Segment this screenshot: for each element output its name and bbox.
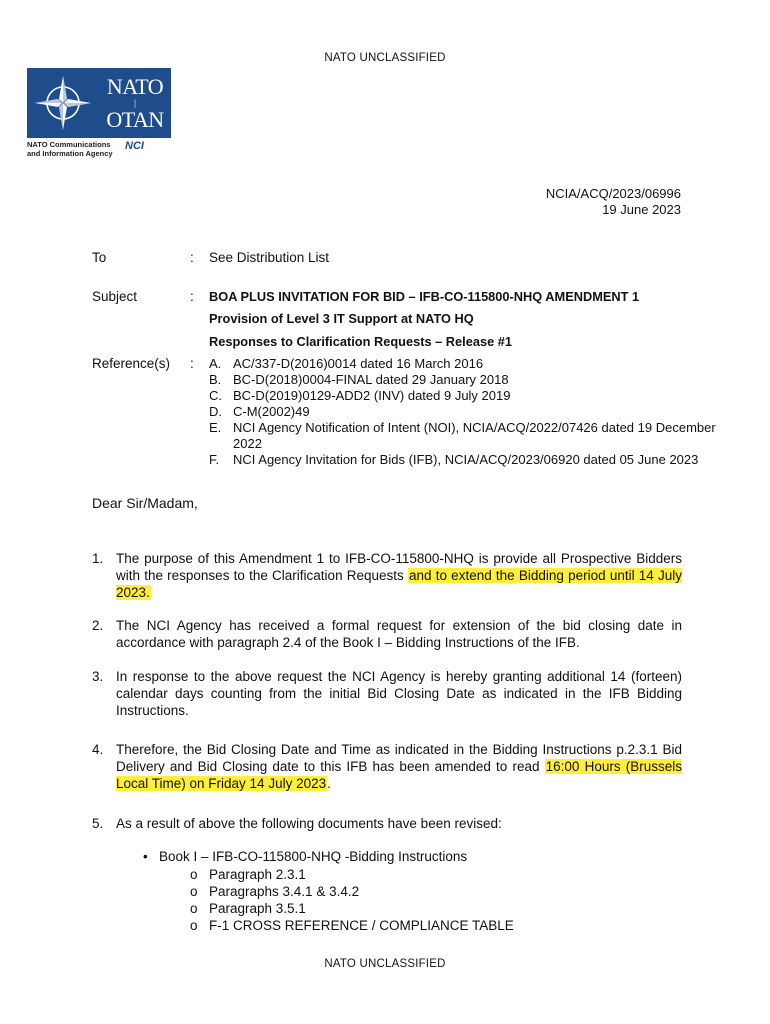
paragraph-3: 3. In response to the above request the NCI Agency is hereby granting additional 14 (forteen) calendar days counting from the initial Bid Closing Date as indicated in the IFB Bidding Instructions. bbox=[92, 669, 682, 718]
reference-item: E. NCI Agency Notification of Intent (NOI), NCIA/ACQ/2022/07426 dated 19 December 2022 bbox=[209, 420, 716, 451]
list-item: o F-1 CROSS REFERENCE / COMPLIANCE TABLE bbox=[190, 918, 514, 933]
reference-item: C. BC-D(2019)0129-ADD2 (INV) dated 9 July 2019 bbox=[209, 388, 511, 403]
reference-item: D. C-M(2002)49 bbox=[209, 404, 310, 419]
subject-colon: : bbox=[190, 289, 194, 304]
subject-line-3: Responses to Clarification Requests – Release #1 bbox=[209, 334, 512, 349]
bullet-icon: • bbox=[143, 849, 148, 864]
to-value: See Distribution List bbox=[209, 250, 330, 265]
nato-compass-icon bbox=[27, 68, 99, 138]
subject-line-2: Provision of Level 3 IT Support at NATO HQ bbox=[209, 311, 474, 326]
salutation: Dear Sir/Madam, bbox=[92, 495, 198, 511]
nato-ncia-logo: NATO | OTAN NATO Communications and Information Agency NCI bbox=[27, 68, 171, 164]
logo-word-nato: NATO bbox=[106, 73, 164, 99]
revised-subitems bbox=[190, 866, 514, 934]
highlighted-text: and to extend the Bidding period until 14 July 2023. bbox=[116, 568, 682, 600]
reference-item: F. NCI Agency Invitation for Bids (IFB), NCIA/ACQ/2023/06920 dated 05 June 2023 bbox=[209, 452, 699, 467]
paragraph-4: 4. Therefore, the Bid Closing Date and Time as indicated in the Bidding Instructions p.2.3.1 Bid Delivery and Bid Closing date to this IFB has been amended to read 16:00 Hours (Brussels Local Time) on Friday 14 July 2023. bbox=[92, 742, 682, 791]
paragraph-5: 5. As a result of above the following documents have been revised: bbox=[92, 816, 502, 831]
logo-subtitle: NATO Communications and Information Agency bbox=[27, 140, 113, 158]
to-colon: : bbox=[190, 250, 194, 265]
nci-logo-text: NCI bbox=[125, 140, 144, 152]
to-label: To bbox=[92, 250, 107, 265]
highlighted-text: 16:00 Hours (Brussels Local Time) on Friday 14 July 2023 bbox=[116, 759, 682, 791]
list-item: o Paragraphs 3.4.1 & 3.4.2 bbox=[190, 884, 360, 899]
subject-line-1: BOA PLUS INVITATION FOR BID – IFB-CO-115800-NHQ AMENDMENT 1 bbox=[209, 289, 640, 304]
revised-document-item: • Book I – IFB-CO-115800-NHQ -Bidding Instructions bbox=[143, 849, 468, 864]
references-colon: : bbox=[190, 356, 194, 371]
paragraph-1: 1. The purpose of this Amendment 1 to IFB-CO-115800-NHQ is provide all Prospective Bidders with the responses to the Clarification Requests and to extend the Bidding period until 14 July 2023. bbox=[92, 551, 682, 600]
list-item: o Paragraph 2.3.1 bbox=[190, 867, 306, 882]
reference-item: B. BC-D(2018)0004-FINAL dated 29 January 2018 bbox=[209, 372, 509, 387]
subject-label: Subject bbox=[92, 289, 138, 304]
references-label: Reference(s) bbox=[92, 356, 171, 371]
footer-classification: NATO UNCLASSIFIED bbox=[324, 958, 446, 970]
logo-word-otan: OTAN bbox=[106, 106, 164, 132]
header-classification: NATO UNCLASSIFIED bbox=[324, 52, 446, 64]
paragraph-2: 2. The NCI Agency has received a formal request for extension of the bid closing date in accordance with paragraph 2.4 of the Book I – Bidding Instructions of the IFB. bbox=[92, 618, 682, 650]
document-reference-number: NCIA/ACQ/2023/06996 bbox=[545, 186, 681, 201]
reference-item: A. AC/337-D(2016)0014 dated 16 March 2016 bbox=[209, 356, 484, 371]
document-date: 19 June 2023 bbox=[602, 202, 681, 217]
list-item: o Paragraph 3.5.1 bbox=[190, 901, 306, 916]
references-list bbox=[209, 356, 719, 468]
